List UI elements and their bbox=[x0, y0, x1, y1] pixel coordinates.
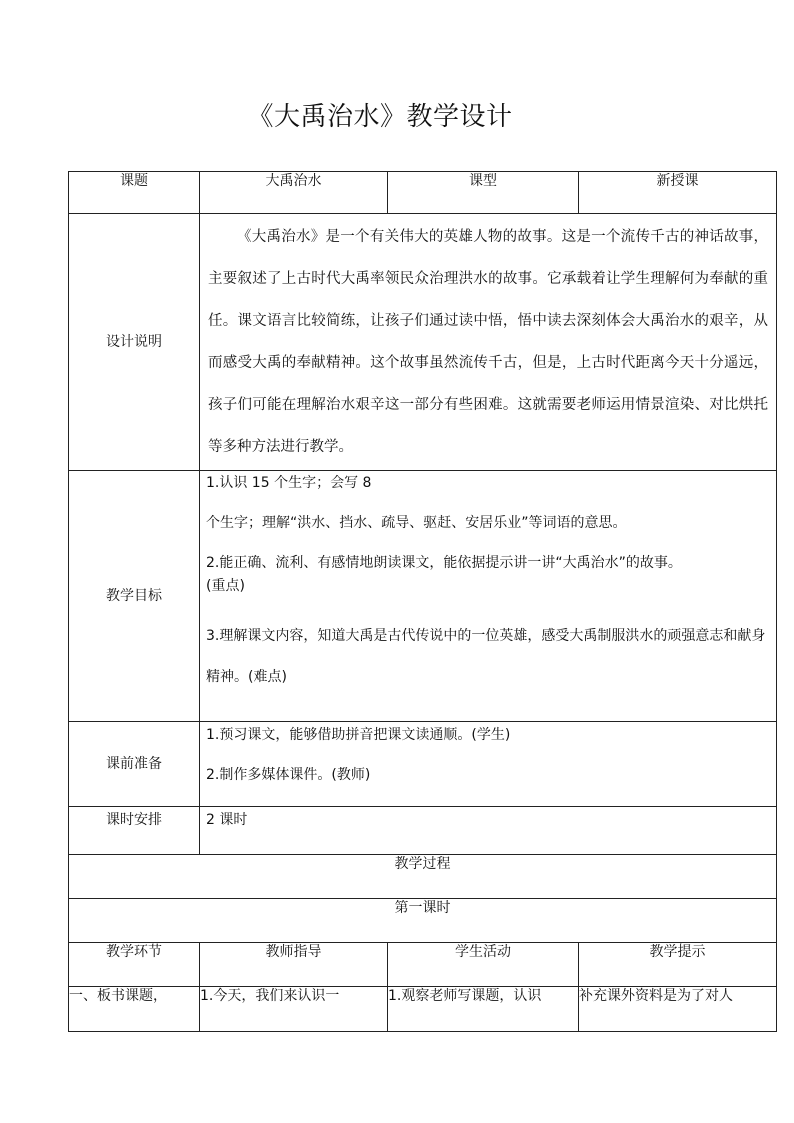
prep-item-2: 2.制作多媒体课件。(教师) bbox=[206, 767, 371, 783]
lesson-row bbox=[69, 899, 777, 943]
prep-row bbox=[69, 722, 777, 807]
goal-2b: (重点) bbox=[206, 578, 245, 594]
lesson-plan-table bbox=[68, 171, 777, 1032]
col-header-teacher: 教师指导 bbox=[200, 943, 388, 987]
goal-1b: 个生字；理解“洪水、挡水、疏导、驱赶、安居乐业”等词语的意思。 bbox=[206, 515, 627, 531]
prep-item-1: 1.预习课文，能够借助拼音把课文读通顺。(学生) bbox=[206, 727, 511, 743]
goal-1a: 1.认识 15 个生字；会写 8 bbox=[206, 475, 372, 491]
tips-cell: 补充课外资料是为了对人 bbox=[579, 987, 777, 1032]
student-cell: 1.观察老师写课题，认识 bbox=[388, 987, 579, 1032]
goals-content bbox=[200, 471, 777, 722]
hours-value: 2 课时 bbox=[200, 807, 777, 855]
goals-label: 教学目标 bbox=[69, 471, 200, 722]
design-text: 《大禹治水》是一个有关伟大的英雄人物的故事。这是一个流传千古的神话故事，主要叙述了上古时代大禹率领民众治理洪水的故事。它承载着让学生理解何为奉献的重任。课文语言比较简练，让孩子们通过读中悟，悟中读去深刻体会大禹治水的艰辛，从而感受大禹的奉献精神。这个故事虽然流传千古，但是，上古时代距离今天十分遥远，孩子们可能在理解治水艰辛这一部分有些困难。这就需要老师运用情景渲染、对比烘托等多种方法进行教学。 bbox=[200, 214, 777, 471]
topic-label: 课题 bbox=[69, 172, 200, 214]
process-title: 教学过程 bbox=[69, 855, 777, 899]
topic-row bbox=[69, 172, 777, 214]
goals-row bbox=[69, 471, 777, 722]
design-row bbox=[69, 214, 777, 471]
type-label: 课型 bbox=[388, 172, 579, 214]
process-header-row bbox=[69, 943, 777, 987]
process-title-row bbox=[69, 855, 777, 899]
process-row-1 bbox=[69, 987, 777, 1032]
topic-value: 大禹治水 bbox=[200, 172, 388, 214]
teacher-cell: 1.今天，我们来认识一 bbox=[200, 987, 388, 1032]
col-header-tips: 教学提示 bbox=[579, 943, 777, 987]
col-header-student: 学生活动 bbox=[388, 943, 579, 987]
lesson-title: 第一课时 bbox=[69, 899, 777, 943]
goal-2a: 2.能正确、流利、有感情地朗读课文，能依据提示讲一讲“大禹治水”的故事。 bbox=[206, 555, 682, 571]
goal-3: 3.理解课文内容，知道大禹是古代传说中的一位英雄，感受大禹制服洪水的顽强意志和献身精神。(难点) bbox=[206, 628, 766, 685]
prep-label: 课前准备 bbox=[69, 722, 200, 807]
prep-content bbox=[200, 722, 777, 807]
document-title: 《大禹治水》教学设计 bbox=[247, 102, 513, 132]
col-header-stage: 教学环节 bbox=[69, 943, 200, 987]
design-label: 设计说明 bbox=[69, 214, 200, 471]
hours-label: 课时安排 bbox=[69, 807, 200, 855]
hours-row bbox=[69, 807, 777, 855]
type-value: 新授课 bbox=[579, 172, 777, 214]
stage-cell: 一、板书课题， bbox=[69, 987, 200, 1032]
